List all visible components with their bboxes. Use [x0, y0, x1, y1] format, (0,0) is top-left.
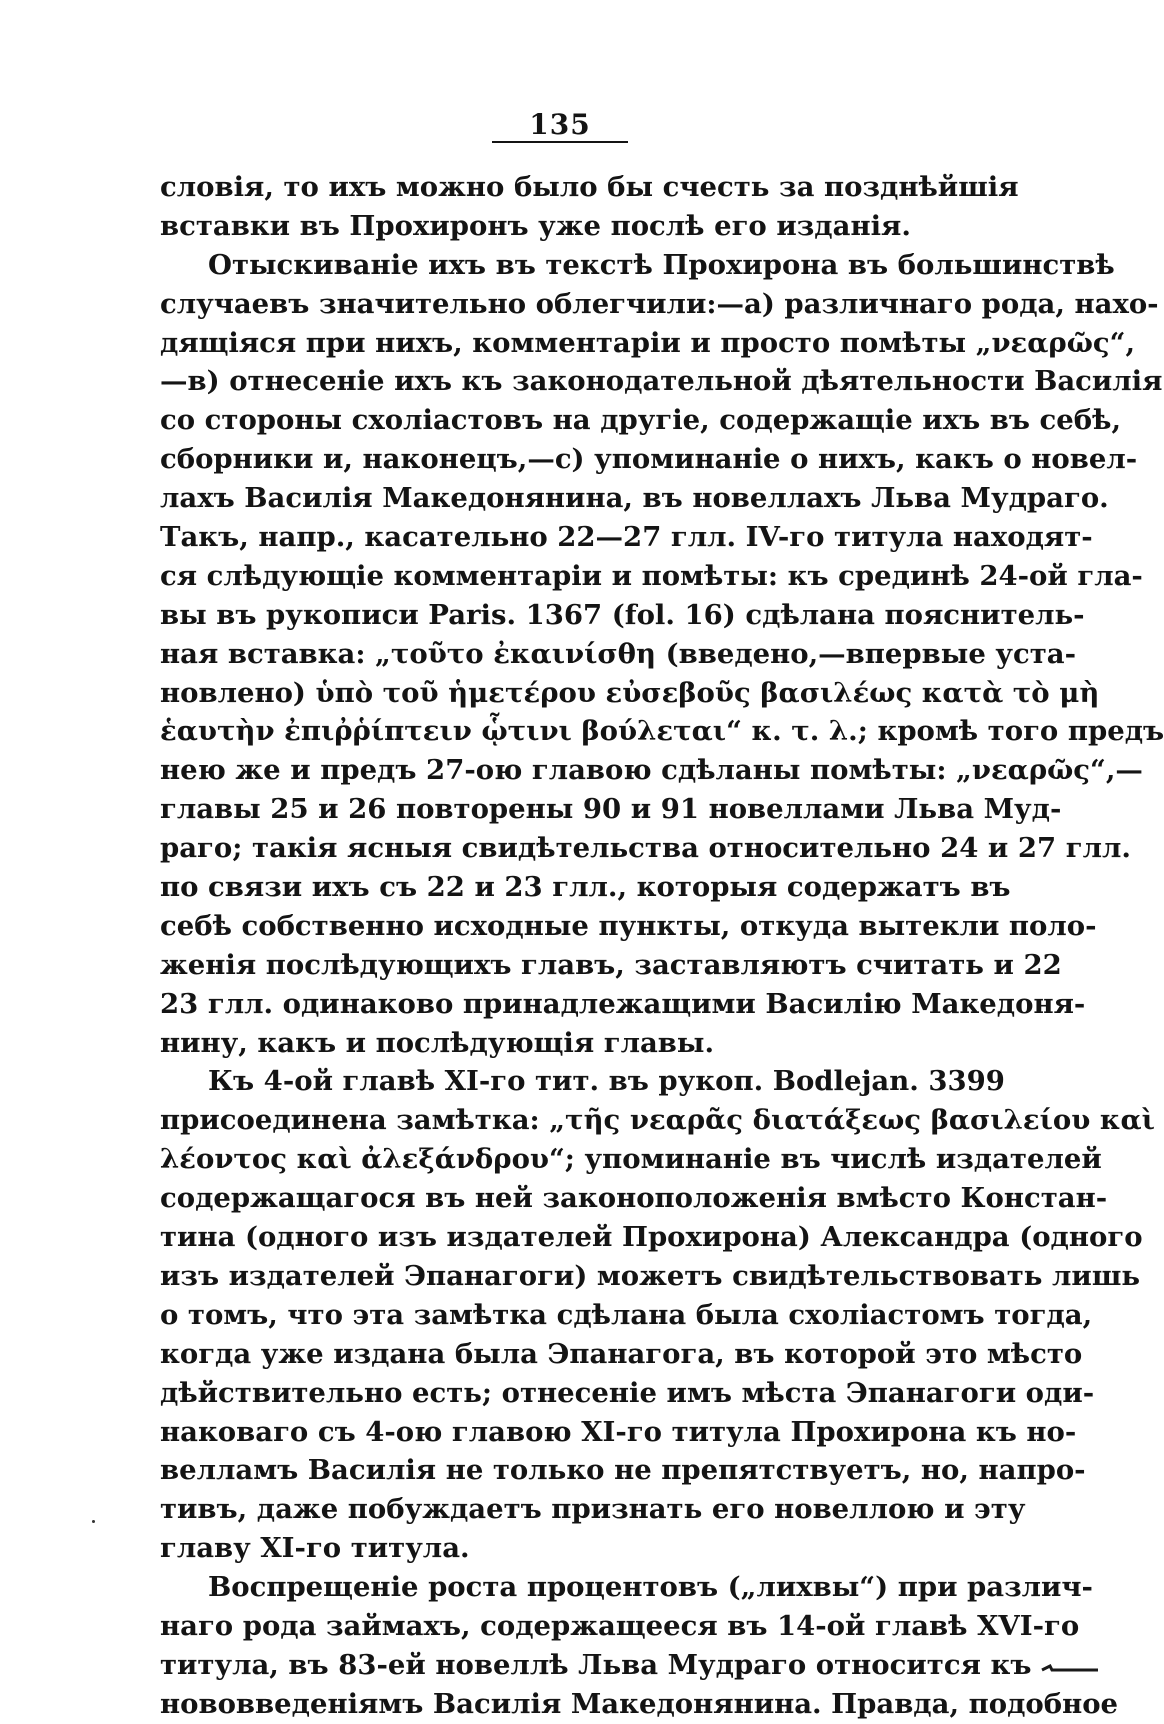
text-line: наковаго съ 4-ою главою XI-го титула Прохирона къ но- — [160, 1415, 1077, 1448]
text-line: ся слѣдующіе комментаріи и помѣты: къ срединѣ 24-ой гла- — [160, 559, 1143, 592]
text-line: —в) отнесеніе ихъ къ законодательной дѣятельности Василія — [160, 365, 1163, 398]
text-line: женія послѣдующихъ главъ, заставляютъ считать и 22 — [160, 948, 1062, 981]
text-line: нею же и предъ 27-ою главою сдѣланы помѣты: „νεαρῶς“,— — [160, 754, 1143, 787]
text-line: со стороны схоліастовъ на другіе, содержащіе ихъ въ себѣ, — [160, 404, 1122, 437]
text-line: словія, то ихъ можно было бы счесть за позднѣйшія — [160, 171, 1019, 203]
scan-speck — [92, 1520, 95, 1523]
text-line: себѣ собственно исходные пункты, откуда вытекли поло- — [160, 909, 1097, 942]
text-line: нину, какъ и послѣдующія главы. — [160, 1026, 715, 1059]
text-line: вы въ рукописи Paris. 1367 (fol. 16) сдѣлана пояснитель- — [160, 598, 1085, 631]
text-line: содержащагося въ ней законоположенія вмѣсто Констан- — [160, 1182, 1108, 1215]
text-line: 23 глл. одинаково принадлежащими Василію Македоня- — [160, 987, 1086, 1020]
text-line: раго; такія ясныя свидѣтельства относительно 24 и 27 глл. — [160, 832, 1131, 865]
paragraph — [160, 168, 1019, 246]
text-line: главу XI-го титула. — [160, 1532, 470, 1565]
text-line: тина (одного изъ издателей Прохирона) Александра (одного — [160, 1221, 1143, 1254]
text-line: титула, въ 83-ей новеллѣ Льва Мудраго относится къ — [160, 1648, 1032, 1681]
text-line: нововведеніямъ Василія Македонянина. Правда, подобное — [160, 1687, 1119, 1720]
text-line: дѣйствительно есть; отнесеніе имъ мѣста Эпанагоги оди- — [160, 1376, 1095, 1409]
text-line: присоединена замѣтка: „τῆς νεαρᾶς διατάξεως βασιλείου καὶ — [160, 1104, 1155, 1137]
paragraph — [160, 1062, 1155, 1568]
text-line: лахъ Василія Македонянина, въ новеллахъ Льва Мудраго. — [160, 482, 1109, 515]
text-line: велламъ Василія не только не препятствуетъ, но, напро- — [160, 1454, 1086, 1487]
text-line: дящіяся при нихъ, комментаріи и просто помѣты „νεαρῶς“, — [160, 326, 1136, 359]
text-line: главы 25 и 26 повторены 90 и 91 новеллами Льва Муд- — [160, 793, 1062, 826]
text-line: вставки въ Прохиронъ уже послѣ его изданія. — [160, 209, 911, 242]
text-line: когда уже издана была Эпанагога, въ которой это мѣсто — [160, 1337, 1083, 1370]
scan-edge-mark — [1040, 1662, 1100, 1676]
text-line: о томъ, что эта замѣтка сдѣлана была схоліастомъ тогда, — [160, 1298, 1093, 1331]
text-line: тивъ, даже побуждаетъ признать его новеллою и эту — [160, 1493, 1026, 1526]
text-body — [160, 168, 1164, 1724]
text-line: ἑαυτὴν ἐπιῤῥίπτειν ᾧτινι βούλεται“ κ. τ. λ.; кромѣ того предъ — [160, 715, 1164, 748]
paragraph — [160, 1568, 1119, 1724]
text-line: Отыскиваніе ихъ въ текстѣ Прохирона въ большинствѣ — [208, 248, 1115, 281]
page-number: 135 — [529, 108, 591, 141]
text-line: по связи ихъ съ 22 и 23 глл., которыя содержатъ въ — [160, 871, 1011, 904]
text-line: новлено) ὑπὸ τοῦ ἡμετέρου εὐσεβοῦς βασιλέως κατὰ τὸ μὴ — [160, 676, 1100, 709]
text-line: Къ 4-ой главѣ XI-го тит. въ рукоп. Bodlejan. 3399 — [208, 1065, 1005, 1098]
text-line: Воспрещеніе роста процентовъ („лихвы“) при различ- — [208, 1571, 1093, 1604]
text-line: случаевъ значительно облегчили:—а) различнаго рода, нахо- — [160, 287, 1159, 320]
text-line: изъ издателей Эпанагоги) можетъ свидѣтельствовать лишь — [160, 1259, 1141, 1292]
paragraph — [160, 246, 1164, 1063]
text-line: наго рода займахъ, содержащееся въ 14-ой главѣ XVI-го — [160, 1609, 1080, 1642]
text-line: λέοντος καὶ ἀλεξάνδρου“; упоминаніе въ числѣ издателей — [160, 1143, 1102, 1176]
text-line: Такъ, напр., касательно 22—27 глл. IV-го титула находят- — [160, 521, 1093, 554]
page-number-rule — [492, 141, 628, 143]
text-line: сборники и, наконецъ,—с) упоминаніе о нихъ, какъ о новел- — [160, 443, 1138, 476]
text-line: ная вставка: „τοῦτο ἐκαινίσθη (введено,—впервые уста- — [160, 637, 1077, 670]
